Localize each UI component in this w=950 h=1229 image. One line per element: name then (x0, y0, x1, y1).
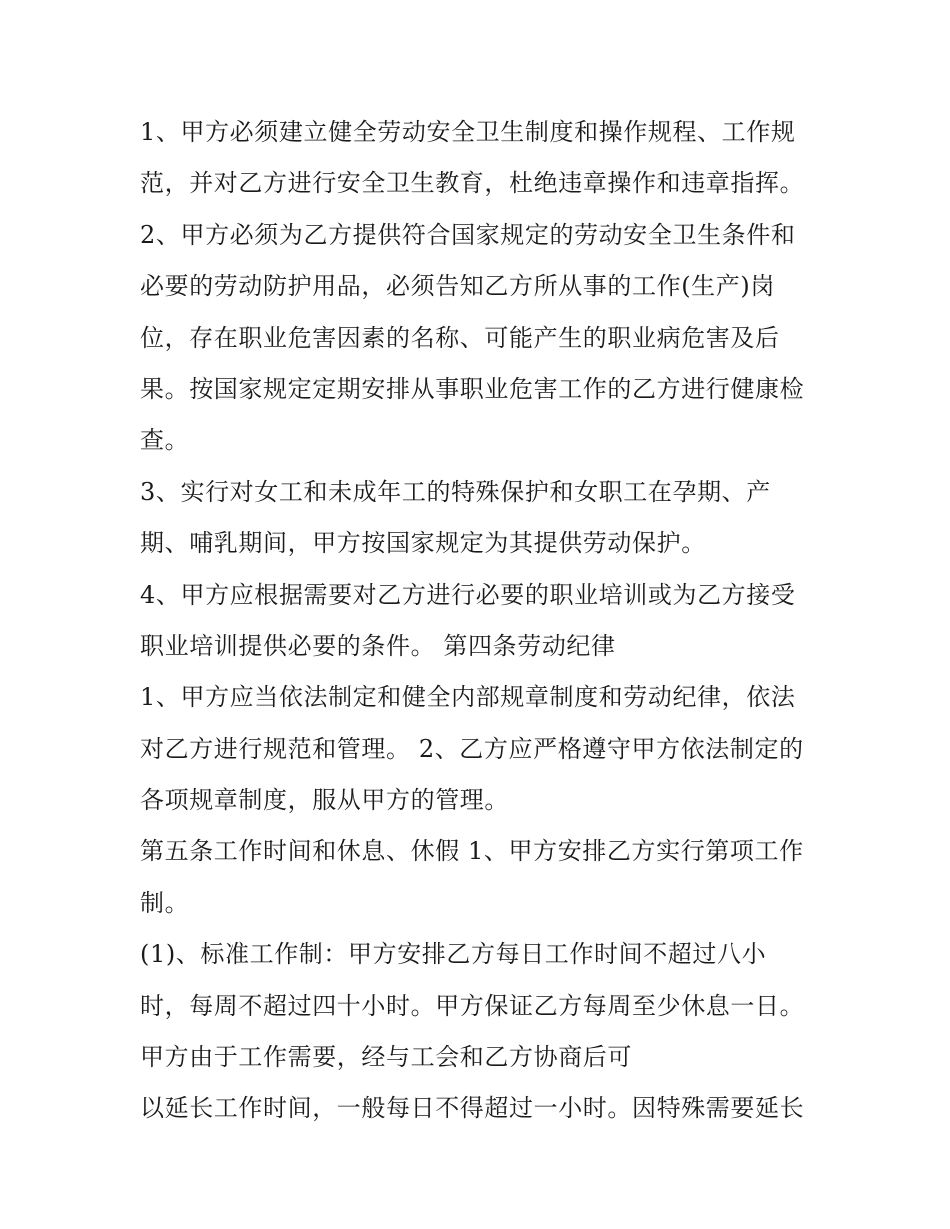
text-line: 查。 (140, 426, 190, 455)
text-line: 2、甲方必须为乙方提供符合国家规定的劳动安全卫生条件和 (140, 220, 796, 249)
text-line: 甲方由于工作需要，经与工会和乙方协商后可 (140, 1043, 632, 1072)
text-line: 第五条工作时间和休息、休假 1、甲方安排乙方实行第项工作 (140, 837, 804, 866)
text-line: 制。 (140, 888, 190, 917)
document-body (140, 107, 830, 1135)
text-line: 范，并对乙方进行安全卫生教育，杜绝违章操作和违章指挥。 (140, 169, 805, 198)
text-line: 1、甲方应当依法制定和健全内部规章制度和劳动纪律，依法 (140, 683, 796, 712)
text-line: 职业培训提供必要的条件。 第四条劳动纪律 (140, 631, 616, 660)
text-line: 各项规章制度，服从甲方的管理。 (140, 786, 509, 815)
text-line: 位，存在职业危害因素的名称、可能产生的职业病危害及后 (140, 323, 780, 352)
text-line: 期、哺乳期间，甲方按国家规定为其提供劳动保护。 (140, 529, 706, 558)
text-line: 对乙方进行规范和管理。 2、乙方应严格遵守甲方依法制定的 (140, 734, 804, 763)
text-line: 3、实行对女工和未成年工的特殊保护和女职工在孕期、产 (140, 477, 771, 506)
text-line: 以延长工作时间，一般每日不得超过一小时。因特殊需要延长 (140, 1094, 805, 1123)
text-line: 4、甲方应根据需要对乙方进行必要的职业培训或为乙方接受 (140, 580, 796, 609)
text-line: 果。按国家规定定期安排从事职业危害工作的乙方进行健康检 (140, 374, 805, 403)
text-line: 必要的劳动防护用品，必须告知乙方所从事的工作(生产)岗 (140, 272, 775, 301)
text-line: 时，每周不超过四十小时。甲方保证乙方每周至少休息一日。 (140, 991, 805, 1020)
text-line: (1)、标准工作制：甲方安排乙方每日工作时间不超过八小 (140, 940, 767, 969)
text-line: 1、甲方必须建立健全劳动安全卫生制度和操作规程、工作规 (140, 118, 796, 146)
